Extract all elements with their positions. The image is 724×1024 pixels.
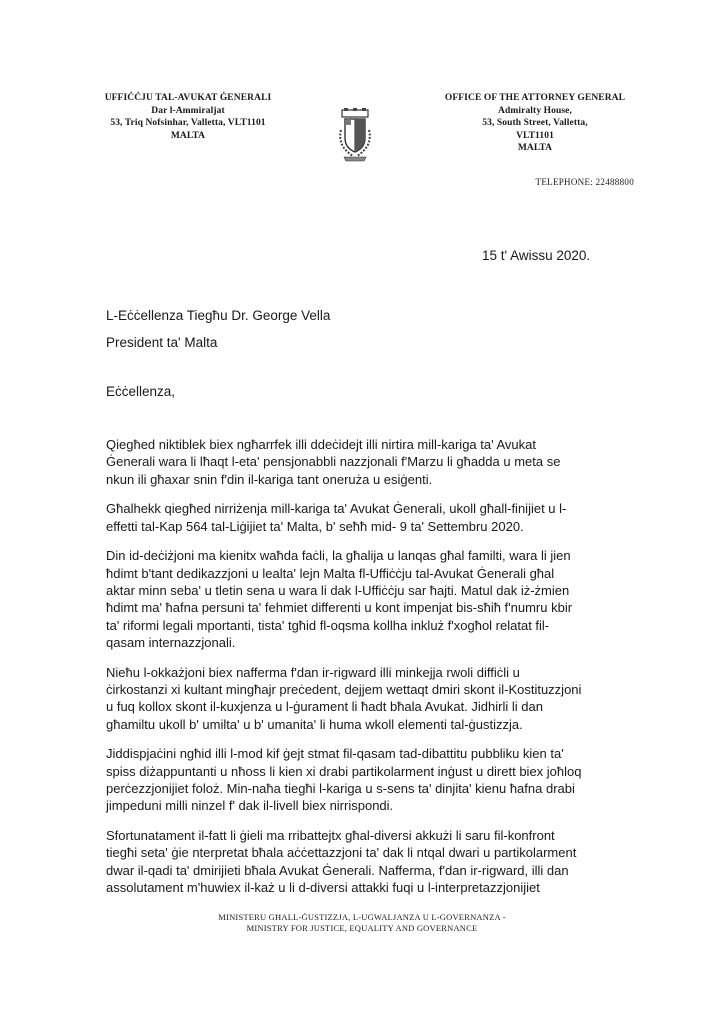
- paragraph-line: Jiddispjaċini ngħid illi l-mod kif ġejt stmat fil-qasam tad-dibattitu pubbliku kien ta': [106, 746, 564, 762]
- paragraph: [106, 436, 626, 488]
- letterhead-right: [430, 92, 640, 155]
- paragraph-line: Din id-deċiżjoni ma kienitx waħda faċli, la għalija u lanqas għal familti, wara li jien: [106, 548, 571, 564]
- addressee-name: L-Eċċellenza Tiegħu Dr. George Vella: [106, 308, 331, 323]
- paragraph: [106, 745, 626, 814]
- letterhead-left-line: 53, Triq Nofsinhar, Valletta, VLT1101: [110, 118, 266, 128]
- paragraph-line: spiss diżappuntanti u nħoss li kien xi drabi partikolarment inġust u dirett biex joħloq: [106, 763, 582, 779]
- letterhead-right-line: Admiralty House,: [498, 105, 572, 116]
- footer-line-english: MINISTRY FOR JUSTICE, EQUALITY AND GOVERNANCE: [246, 923, 478, 933]
- paragraph-line: Qiegħed niktiblek biex ngħarrfek illi ddeċidejt illi nirtira mill-kariga ta' Avukat: [106, 437, 536, 452]
- paragraph-line: u fuq kollox skont il-kuxjenza u l-ġurament li ħadt bħala Avukat. Jidhirli li dan: [106, 699, 543, 715]
- paragraph-line: Għalhekk qiegħed nirriżenja mill-kariga ta' Avukat Ġenerali, ukoll għall-finijiet u l-: [106, 501, 567, 517]
- paragraph: [106, 827, 626, 896]
- paragraph-line: perċezzjonijiet foloż. Min-naħa tiegħi l-kariga u s-sens ta' dinjita' kienu ħafna drabi: [106, 781, 575, 797]
- letterhead-left-line: Dar l-Ammiraljat: [151, 105, 225, 116]
- addressee-title: President ta' Malta: [106, 335, 218, 350]
- paragraph-line: effetti tal-Kap 564 tal-Liġijiet ta' Malta, b' seħħ mid- 9 ta' Settembru 2020.: [106, 518, 524, 534]
- paragraph-line: nkun ili għaxar snin f'din il-kariga tant oneruża u esiġenti.: [106, 471, 433, 487]
- paragraph-line: ta' riformi legali mportanti, tista' tgħid fl-oqsma kollha inkluż f'xogħol relatat fil-: [106, 617, 550, 633]
- paragraph-line: jimpeduni milli ninzel f' dak il-livell biex nirrispondi.: [106, 798, 394, 814]
- paragraph-line: Ġenerali wara li lħaqt l-eta' pensjonabbli nazzjonali f'Marzu li għadda u meta se: [106, 454, 561, 470]
- paragraph-line: ħdimt b'tant dedikazzjoni u lealta' lejn Malta fl-Uffiċċju tal-Avukat Ġenerali għal: [106, 565, 555, 581]
- letterhead-right-line: 53, South Street, Valletta,: [482, 118, 588, 128]
- paragraph-line: ċirkostanzi xi kultant mingħajr preċedent, dejjem wettaqt dmiri skont il-Kostituzzjoni: [106, 682, 582, 698]
- paragraph: [106, 664, 626, 733]
- letterhead-left-line: MALTA: [170, 130, 206, 141]
- paragraph-line: Sfortunatament il-fatt li ġieli ma rribattejtx għal-diversi akkużi li saru fil-konfront: [106, 828, 555, 844]
- letterhead-left-line: UFFIĊĊJU TAL-AVUKAT ĠENERALI: [104, 93, 272, 103]
- letter-body: [106, 436, 626, 909]
- paragraph-line: qasam internazzjonali.: [106, 634, 236, 650]
- paragraph-line: ħdimt ma' ħafna persuni ta' fehmiet differenti u kont impenjat bis-sħiħ f'numru kbir: [106, 600, 573, 616]
- paragraph-line: tiegħi seta' ġie nterpretat bħala aċċettazzjoni ta' dak li ntqal dwari u partikolarment: [106, 845, 577, 861]
- letterhead-right-line: MALTA: [517, 143, 553, 153]
- footer-line-maltese: MINISTERU GĦALL-ĠUSTIZZJA, L-UGWALJANZA U L-GOVERNANZA -: [218, 912, 506, 922]
- letterhead-right-line: VLT1101: [516, 130, 554, 141]
- paragraph-line: dwar il-qadi ta' dmirijieti bħala Avukat Ġenerali. Nafferma, f'dan ir-rigward, illi dan: [106, 862, 569, 878]
- coat-of-arms-icon: [335, 108, 375, 164]
- letter-date: 15 t' Awissu 2020.: [482, 248, 591, 263]
- paragraph-line: assolutament m'huwiex il-każ u li d-diversi attakki fuqi u l-interpretazzjonijiet: [106, 880, 540, 896]
- letterhead-right-line: OFFICE OF THE ATTORNEY GENERAL: [444, 93, 626, 103]
- footer-ministry: [0, 912, 724, 934]
- telephone-number: TELEPHONE: 22488800: [535, 177, 634, 187]
- paragraph-line: Nieħu l-okkażjoni biex nafferma f'dan ir-rigward illi minkejja rwoli diffiċli u: [106, 664, 520, 680]
- addressee-block: [106, 302, 330, 356]
- paragraph-line: aktar minn seba' u tletin sena u wara li dak l-Uffiċċju sar ħajti. Matul dak iż-żmien: [106, 583, 570, 599]
- letterhead-left: [88, 92, 288, 142]
- paragraph-line: għamiltu ukoll b' umilta' u b' umanita' li huma wkoll elementi tal-ġustizzja.: [106, 716, 523, 732]
- paragraph: [106, 547, 626, 651]
- salutation: Eċċellenza,: [106, 384, 176, 399]
- paragraph: [106, 500, 626, 535]
